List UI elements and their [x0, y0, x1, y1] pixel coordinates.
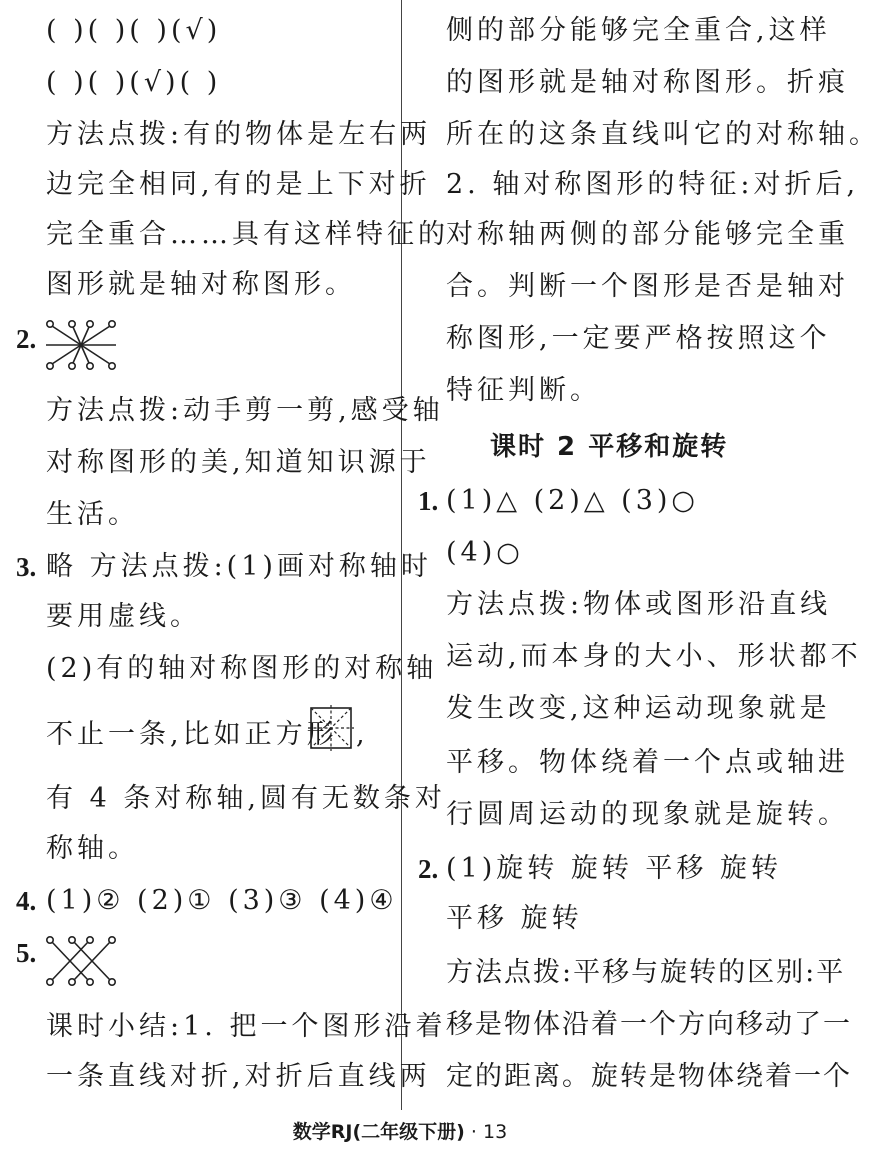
question-number-3: 3. — [16, 552, 37, 582]
footer-dot: · — [470, 1121, 477, 1143]
tip-line: 生活。 — [46, 499, 139, 530]
tip-line: 图形就是轴对称图形。 — [46, 269, 356, 300]
section-heading: 课时 2 平移和旋转 — [490, 432, 729, 462]
symmetric-lines-figure-2 — [44, 318, 118, 372]
symmetric-lines-figure-5 — [44, 934, 118, 988]
tip-line: 完全重合……具有这样特征的 — [46, 219, 449, 250]
q3-line: 略 方法点拨:(1)画对称轴时 — [46, 551, 432, 582]
tip-line: 方法点拨:有的物体是左右两 — [46, 119, 432, 150]
summary-line: 课时小结:1. 把一个图形沿着 — [46, 1011, 447, 1042]
summary-line: 特征判断。 — [446, 375, 601, 406]
q2-answers: 平移 旋转 — [446, 903, 583, 934]
question-number-4: 4. — [16, 886, 37, 916]
tip-line: 对称图形的美,知道知识源于 — [46, 447, 431, 478]
summary-line: 侧的部分能够完全重合,这样 — [446, 15, 831, 46]
tip-line: 运动,而本身的大小、形状都不 — [446, 641, 862, 672]
square-symmetry-icon — [308, 705, 354, 751]
summary-line: 对称轴两侧的部分能够完全重 — [446, 219, 849, 250]
q1-answers: (4)○ — [446, 537, 524, 568]
tip-line: 移是物体沿着一个方向移动了一 — [446, 1009, 852, 1040]
q4-answers: (1)② (2)① (3)③ (4)④ — [46, 885, 398, 916]
summary-line: 合。判断一个图形是否是轴对 — [446, 271, 849, 302]
q3-line: 称轴。 — [46, 833, 139, 864]
tip-line: 定的距离。旋转是物体绕着一个 — [446, 1061, 852, 1092]
footer-subject: 数学RJ(二年级下册) — [292, 1121, 465, 1143]
page-number: 13 — [483, 1121, 508, 1143]
tip-line: 行圆周运动的现象就是旋转。 — [446, 799, 849, 830]
tip-line: 方法点拨:物体或图形沿直线 — [446, 589, 832, 620]
summary-line: 称图形,一定要严格按照这个 — [446, 323, 831, 354]
answer-row-2: ( )( )(√)( ) — [46, 67, 222, 98]
q2-answers: (1)旋转 旋转 平移 旋转 — [446, 853, 782, 884]
summary-line: 的图形就是轴对称图形。折痕 — [446, 67, 849, 98]
q3-line: 有 4 条对称轴,圆有无数条对 — [46, 783, 446, 814]
tip-line: 发生改变,这种运动现象就是 — [446, 693, 831, 724]
summary-line: 所在的这条直线叫它的对称轴。 — [446, 119, 880, 150]
q3-line: (2)有的轴对称图形的对称轴 — [46, 653, 438, 684]
summary-line: 一条直线对折,对折后直线两 — [46, 1061, 431, 1092]
tip-line: 方法点拨:平移与旋转的区别:平 — [446, 957, 846, 988]
answer-row-1: ( )( )( )(√) — [46, 15, 222, 46]
question-number-2: 2. — [16, 324, 37, 354]
q3-comma: , — [356, 719, 369, 750]
question-number-2: 2. — [418, 854, 439, 884]
q3-line: 要用虚线。 — [46, 601, 201, 632]
tip-line: 平移。物体绕着一个点或轴进 — [446, 747, 849, 778]
q1-answers: (1)△ (2)△ (3)○ — [446, 485, 699, 516]
question-number-1: 1. — [418, 486, 439, 516]
question-number-5: 5. — [16, 938, 37, 968]
summary-line: 2. 轴对称图形的特征:对折后, — [446, 169, 860, 200]
tip-line: 边完全相同,有的是上下对折 — [46, 169, 431, 200]
tip-line: 方法点拨:动手剪一剪,感受轴 — [46, 395, 444, 426]
q3-line: 不止一条,比如正方形 — [46, 719, 338, 750]
page-footer — [0, 1118, 800, 1146]
